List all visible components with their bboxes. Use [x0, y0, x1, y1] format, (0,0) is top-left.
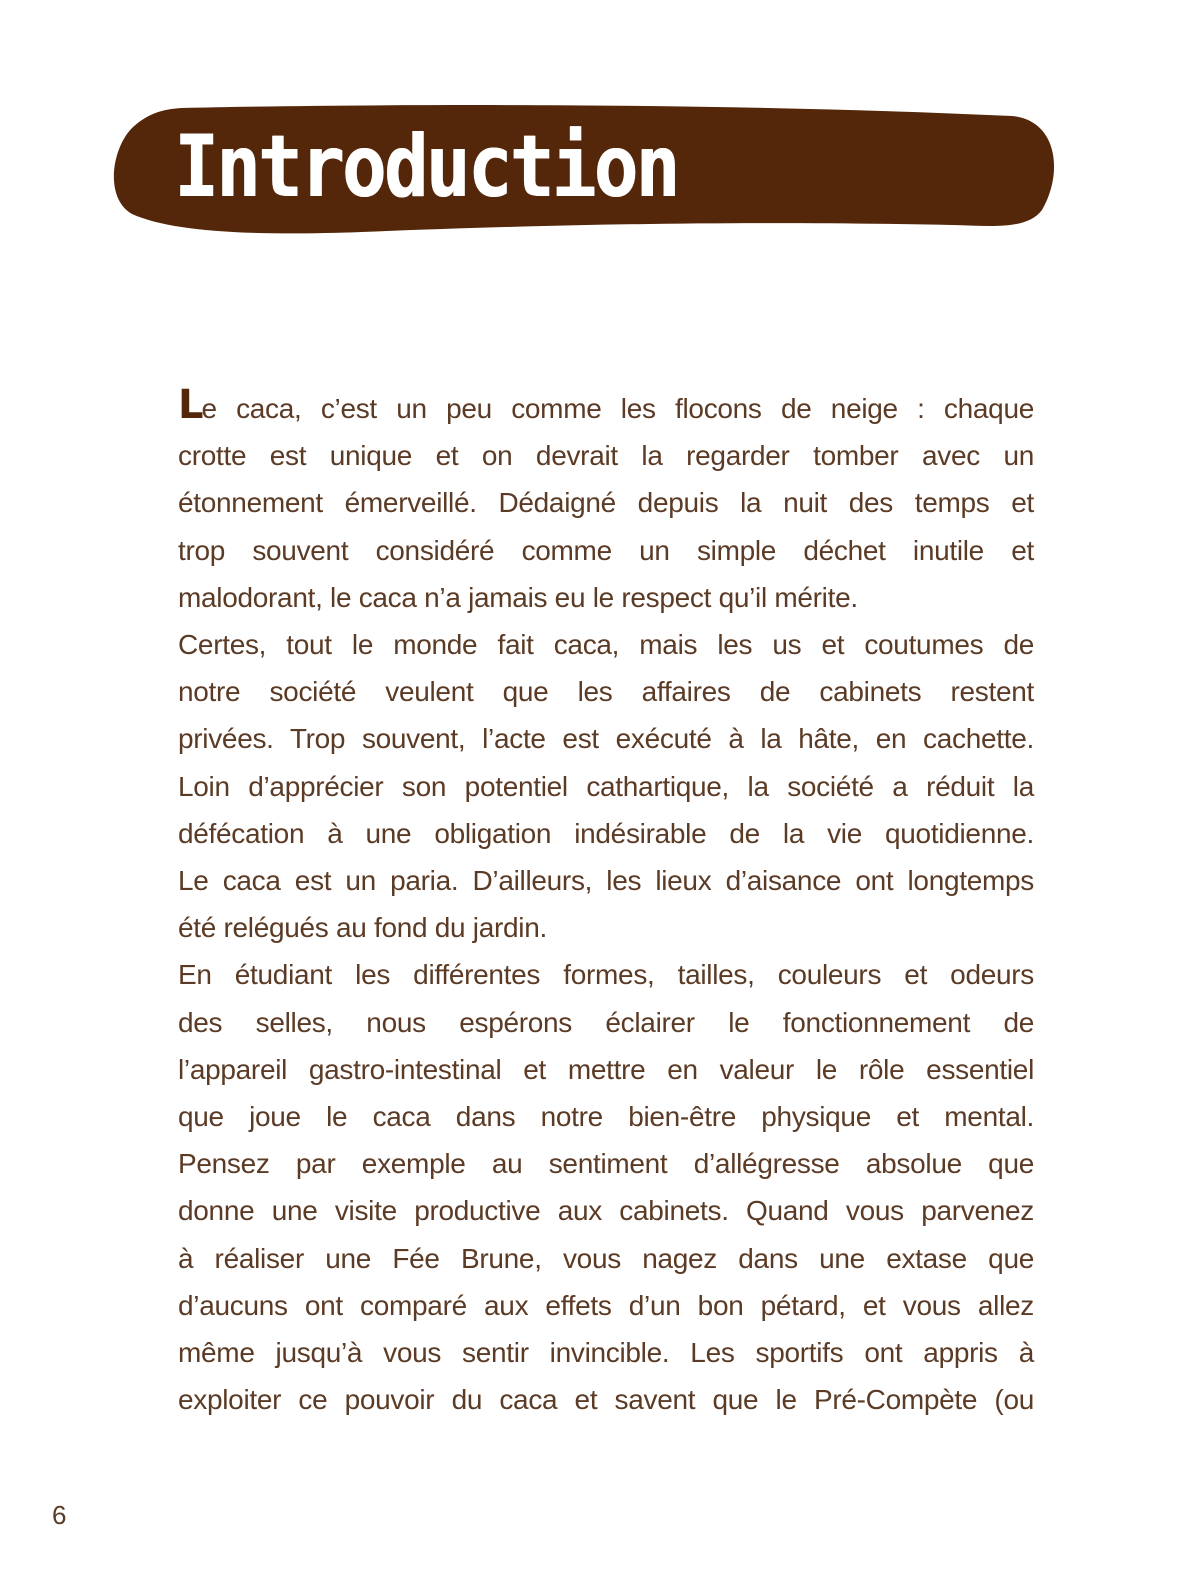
text-line: l’appareil gastro-intestinal et mettre en valeur le rôle essentiel	[178, 1053, 1034, 1085]
page-title: Introduction	[174, 117, 678, 217]
text-line: malodorant, le caca n’a jamais eu le respect qu’il mérite.	[178, 581, 858, 613]
text-line: Certes, tout le monde fait caca, mais les us et coutumes de	[178, 629, 1034, 661]
text-line: Le caca est un paria. D’ailleurs, les lieux d’aisance ont longtemps	[178, 865, 1034, 897]
text-line: étonnement émerveillé. Dédaigné depuis la nuit des temps et	[178, 487, 1034, 519]
text-line: donne une visite productive aux cabinets. Quand vous parvenez	[178, 1195, 1034, 1227]
intro-paragraph	[178, 382, 1034, 1423]
text-line: défécation à une obligation indésirable de la vie quotidienne.	[178, 817, 1034, 849]
text-line: crotte est unique et on devrait la regarder tomber avec un	[178, 440, 1034, 472]
text-line: que joue le caca dans notre bien-être physique et mental.	[178, 1101, 1034, 1133]
text-line: à réaliser une Fée Brune, vous nagez dans une extase que	[178, 1242, 1034, 1274]
text-line: privées. Trop souvent, l’acte est exécuté à la hâte, en cachette.	[178, 723, 1034, 755]
text-line: trop souvent considéré comme un simple déchet inutile et	[178, 534, 1034, 566]
text-line: des selles, nous espérons éclairer le fonctionnement de	[178, 1006, 1034, 1038]
title-banner	[112, 102, 1060, 234]
page-number: 6	[52, 1500, 67, 1530]
text-line: exploiter ce pouvoir du caca et savent que le Pré-Compète (ou	[178, 1384, 1034, 1416]
text-line: Le caca, c’est un peu comme les flocons de neige : chaque	[178, 382, 1034, 428]
text-line: notre société veulent que les affaires de cabinets restent	[178, 676, 1034, 708]
text-line: En étudiant les différentes formes, tailles, couleurs et odeurs	[178, 959, 1034, 991]
text-line: même jusqu’à vous sentir invincible. Les sportifs ont appris à	[178, 1337, 1034, 1369]
drop-cap: L	[178, 382, 202, 428]
text-line: été relégués au fond du jardin.	[178, 912, 547, 944]
text-line: Pensez par exemple au sentiment d’allégresse absolue que	[178, 1148, 1034, 1180]
text-line: Loin d’apprécier son potentiel cathartique, la société a réduit la	[178, 770, 1034, 802]
text-line: d’aucuns ont comparé aux effets d’un bon pétard, et vous allez	[178, 1289, 1034, 1321]
